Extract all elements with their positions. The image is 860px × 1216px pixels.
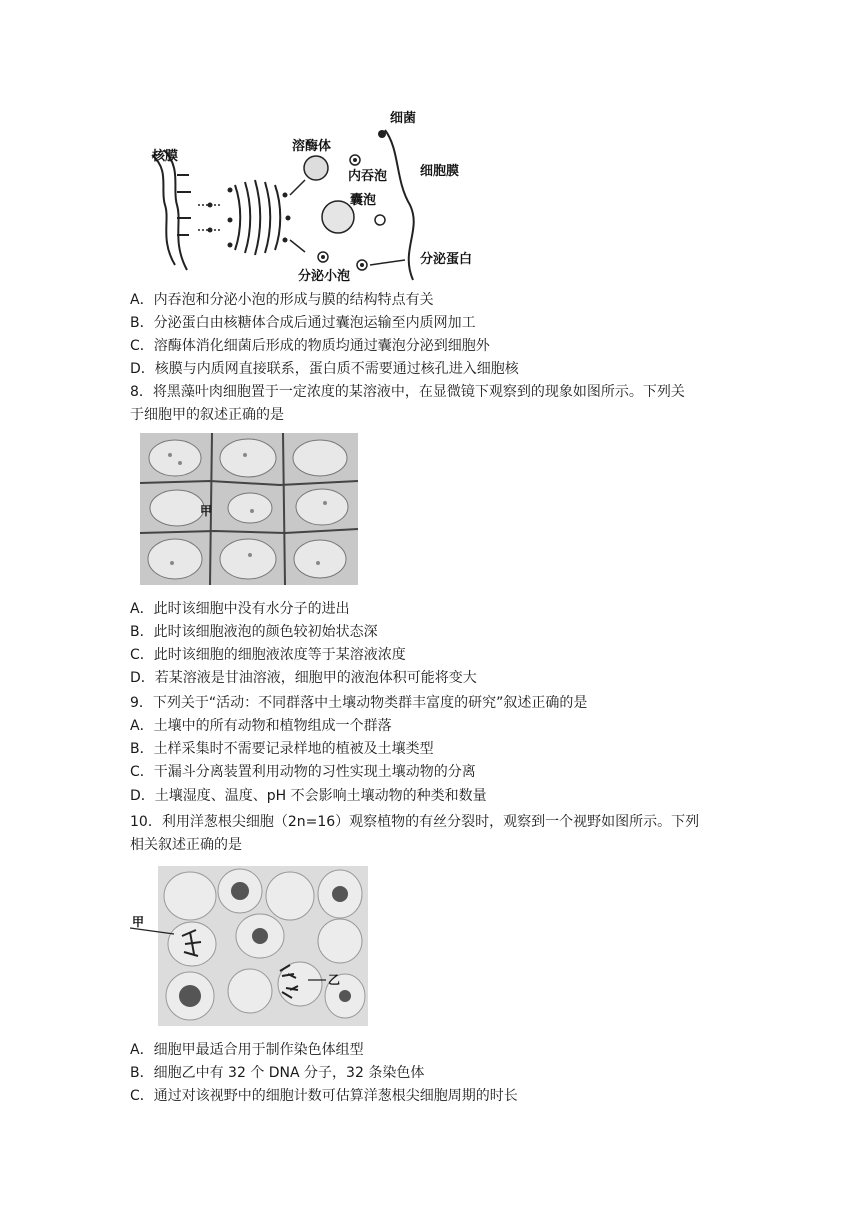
q10-stem-1: 10．利用洋葱根尖细胞（2n=16）观察植物的有丝分裂时，观察到一个视野如图所示。下列	[130, 814, 700, 830]
figure-cell-diagram	[130, 100, 490, 285]
label-lysosome: 溶酶体	[292, 139, 332, 154]
q9-stem: 9．下列关于“活动：不同群落中土壤动物类群丰富度的研究”叙述正确的是	[130, 695, 588, 711]
label-bacteria: 细菌	[390, 111, 417, 126]
label-cell-yi: 乙	[328, 973, 341, 987]
figure-plant-cells	[140, 433, 358, 585]
figure-onion-root-tip	[130, 866, 368, 1026]
label-cell-membrane: 细胞膜	[420, 164, 460, 179]
q8-stem-2: 于细胞甲的叙述正确的是	[130, 407, 284, 423]
q7-option-c: C．溶酶体消化细菌后形成的物质均通过囊泡分泌到细胞外	[130, 338, 490, 354]
q10-option-c: C．通过对该视野中的细胞计数可估算洋葱根尖细胞周期的时长	[130, 1088, 518, 1104]
label-vesicle: 囊泡	[350, 193, 377, 208]
q8-option-d: D．若某溶液是甘油溶液，细胞甲的液泡体积可能将变大	[130, 670, 477, 686]
q8-option-b: B．此时该细胞液泡的颜色较初始状态深	[130, 624, 378, 640]
q8-option-a: A．此时该细胞中没有水分子的进出	[130, 601, 350, 617]
q10-option-b: B．细胞乙中有 32 个 DNA 分子，32 条染色体	[130, 1065, 425, 1081]
q8-stem-1: 8．将黑藻叶肉细胞置于一定浓度的某溶液中，在显微镜下观察到的现象如图所示。下列关	[130, 384, 685, 400]
label-nuclear-membrane: 核膜	[152, 149, 179, 164]
q7-option-d: D．核膜与内质网直接联系，蛋白质不需要通过核孔进入细胞核	[130, 361, 519, 377]
q7-option-b: B．分泌蛋白由核糖体合成后通过囊泡运输至内质网加工	[130, 315, 476, 331]
label-endocytic-vesicle: 内吞泡	[348, 169, 388, 184]
q10-stem-2: 相关叙述正确的是	[130, 837, 242, 853]
label-cell-jia: 甲	[200, 504, 213, 518]
label-secreted-protein: 分泌蛋白	[420, 252, 473, 267]
label-cell-jia-root: 甲	[132, 915, 145, 929]
q7-option-a: A．内吞泡和分泌小泡的形成与膜的结构特点有关	[130, 292, 434, 308]
q8-option-c: C．此时该细胞的细胞液浓度等于某溶液浓度	[130, 647, 406, 663]
q10-option-a: A．细胞甲最适合用于制作染色体组型	[130, 1042, 364, 1058]
q9-option-c: C．干漏斗分离装置利用动物的习性实现土壤动物的分离	[130, 764, 476, 780]
q9-option-d: D．土壤湿度、温度、pH 不会影响土壤动物的种类和数量	[130, 788, 487, 804]
label-secretory-vesicle: 分泌小泡	[298, 269, 351, 284]
q9-option-a: A．土壤中的所有动物和植物组成一个群落	[130, 718, 392, 734]
q9-option-b: B．土样采集时不需要记录样地的植被及土壤类型	[130, 741, 434, 757]
